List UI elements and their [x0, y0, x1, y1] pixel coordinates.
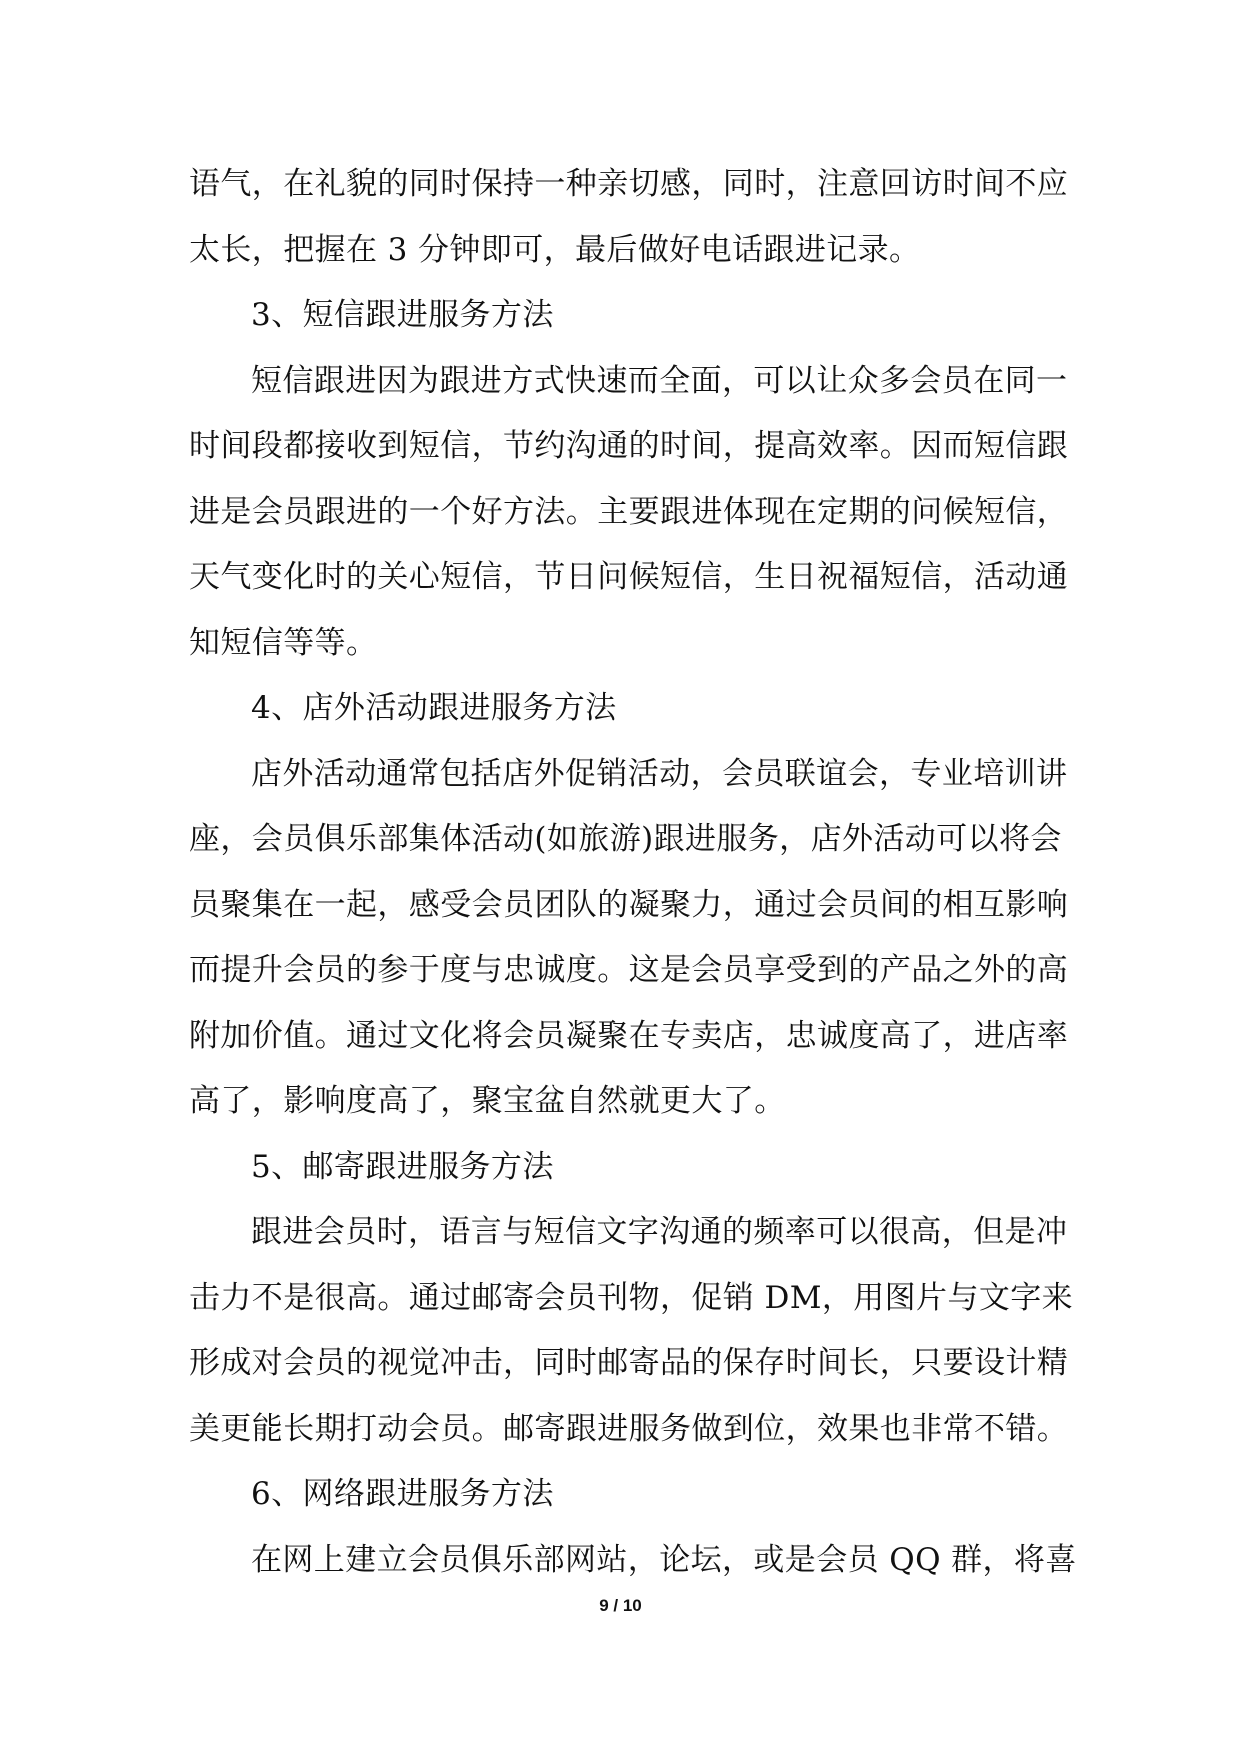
- text-line: 短信跟进因为跟进方式快速而全面，可以让众多会员在同一: [251, 362, 1068, 399]
- text-line: 高了，影响度高了，聚宝盆自然就更大了。: [189, 1083, 786, 1119]
- page-number: 9 / 10: [599, 1596, 642, 1615]
- text-line: 知短信等等。: [189, 624, 378, 661]
- text-line: 进是会员跟进的一个好方法。主要跟进体现在定期的问候短信，: [189, 493, 1069, 530]
- text-line: 店外活动通常包括店外促销活动，会员联谊会，专业培训讲: [251, 755, 1068, 792]
- text-line: 天气变化时的关心短信，节日问候短信，生日祝福短信，活动通: [189, 559, 1069, 595]
- text-line: 附加价值。通过文化将会员凝聚在专卖店，忠诚度高了，进店率: [189, 1017, 1069, 1054]
- text-line: 美更能长期打动会员。邮寄跟进服务做到位，效果也非常不错。: [189, 1410, 1069, 1447]
- document-body: [189, 152, 1077, 1593]
- section-heading: 3、短信跟进服务方法: [251, 297, 554, 333]
- text-line: 员聚集在一起，感受会员团队的凝聚力，通过会员间的相互影响: [189, 886, 1069, 923]
- text-line: 太长，把握在 3 分钟即可，最后做好电话跟进记录。: [189, 231, 921, 268]
- section-heading: 4、店外活动跟进服务方法: [251, 690, 617, 726]
- text-line: 而提升会员的参于度与忠诚度。这是会员享受到的产品之外的高: [189, 952, 1069, 988]
- text-line: 形成对会员的视觉冲击，同时邮寄品的保存时间长，只要设计精: [189, 1345, 1069, 1381]
- text-line: 座，会员俱乐部集体活动(如旅游)跟进服务，店外活动可以将会: [189, 821, 1062, 857]
- text-line: 跟进会员时，语言与短信文字沟通的频率可以很高，但是冲: [251, 1214, 1068, 1250]
- text-line: 击力不是很高。通过邮寄会员刊物，促销 DM，用图片与文字来: [189, 1279, 1074, 1316]
- section-heading: 6、网络跟进服务方法: [251, 1476, 554, 1512]
- text-line: 语气，在礼貌的同时保持一种亲切感，同时，注意回访时间不应: [189, 166, 1069, 202]
- text-line: 在网上建立会员俱乐部网站，论坛，或是会员 QQ 群，将喜: [251, 1541, 1077, 1578]
- text-line: 时间段都接收到短信，节约沟通的时间，提高效率。因而短信跟: [189, 428, 1069, 464]
- section-heading: 5、邮寄跟进服务方法: [251, 1148, 554, 1185]
